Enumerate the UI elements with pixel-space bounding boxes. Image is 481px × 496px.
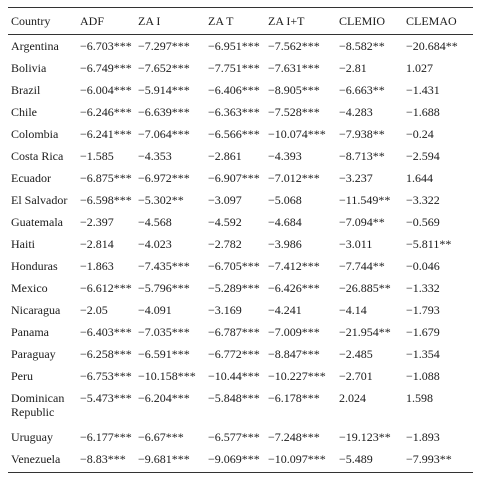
country-cell: Honduras bbox=[11, 259, 58, 273]
table-row bbox=[8, 123, 473, 145]
value-cell: −5.796*** bbox=[138, 281, 190, 295]
value-cell: −4.684 bbox=[268, 215, 302, 229]
value-cell: −1.893 bbox=[406, 430, 440, 444]
value-cell: −6.004*** bbox=[80, 83, 132, 97]
table-row bbox=[8, 189, 473, 211]
table-row bbox=[8, 426, 473, 448]
value-cell: −1.679 bbox=[406, 325, 440, 339]
value-cell: −7.012*** bbox=[268, 171, 320, 185]
table-row bbox=[8, 101, 473, 123]
value-cell: −7.297*** bbox=[138, 39, 190, 53]
table-body bbox=[8, 35, 473, 473]
country-cell: Panama bbox=[11, 325, 49, 339]
value-cell: −6.753*** bbox=[80, 369, 132, 383]
value-cell: −2.701 bbox=[339, 369, 373, 383]
table-row bbox=[8, 57, 473, 79]
column-header: ZA T bbox=[205, 8, 265, 35]
value-cell: −3.986 bbox=[268, 237, 302, 251]
country-cell: Uruguay bbox=[11, 430, 53, 444]
value-cell: −7.064*** bbox=[138, 127, 190, 141]
value-cell: −4.592 bbox=[208, 215, 242, 229]
table-row bbox=[8, 79, 473, 101]
value-cell: −7.751*** bbox=[208, 61, 260, 75]
value-cell: 1.027 bbox=[406, 61, 433, 75]
value-cell: −5.811** bbox=[406, 237, 452, 251]
value-cell: −2.397 bbox=[80, 215, 114, 229]
country-cell: Mexico bbox=[11, 281, 48, 295]
value-cell: −3.237 bbox=[339, 171, 373, 185]
value-cell: −7.248*** bbox=[268, 430, 320, 444]
value-cell: −6.972*** bbox=[138, 171, 190, 185]
value-cell: −7.744** bbox=[339, 259, 385, 273]
value-cell: −20.684** bbox=[406, 39, 458, 53]
country-cell: Venezuela bbox=[8, 448, 77, 473]
country-cell: El Salvador bbox=[11, 193, 68, 207]
table-header bbox=[8, 8, 473, 35]
value-cell: −7.631*** bbox=[268, 61, 320, 75]
value-cell: −0.569 bbox=[406, 215, 440, 229]
country-cell: Chile bbox=[11, 105, 37, 119]
column-header: ZA I bbox=[135, 8, 205, 35]
value-cell: −7.993** bbox=[403, 448, 473, 473]
country-cell: Nicaragua bbox=[11, 303, 61, 317]
value-cell: −8.713** bbox=[339, 149, 385, 163]
value-cell: −6.241*** bbox=[80, 127, 132, 141]
country-cell: Bolivia bbox=[11, 61, 47, 75]
value-cell: −7.094** bbox=[339, 215, 385, 229]
value-cell: −6.406*** bbox=[208, 83, 260, 97]
value-cell: 1.644 bbox=[406, 171, 433, 185]
value-cell: −5.068 bbox=[268, 193, 302, 207]
value-cell: −6.177*** bbox=[80, 430, 132, 444]
value-cell: 2.024 bbox=[339, 391, 366, 405]
value-cell: −3.097 bbox=[208, 193, 242, 207]
value-cell: −3.011 bbox=[339, 237, 373, 251]
country-cell: Dominican Republic bbox=[11, 391, 65, 419]
value-cell: −7.035*** bbox=[138, 325, 190, 339]
value-cell: −6.363*** bbox=[208, 105, 260, 119]
value-cell: −1.793 bbox=[406, 303, 440, 317]
table-row bbox=[8, 167, 473, 189]
value-cell: −4.283 bbox=[339, 105, 373, 119]
value-cell: −5.302** bbox=[138, 193, 184, 207]
table-row bbox=[8, 387, 473, 426]
value-cell: −7.412*** bbox=[268, 259, 320, 273]
value-cell: −2.861 bbox=[208, 149, 242, 163]
table-row bbox=[8, 448, 473, 473]
value-cell: −6.577*** bbox=[208, 430, 260, 444]
value-cell: −0.046 bbox=[406, 259, 440, 273]
header-row bbox=[8, 8, 473, 35]
country-cell: Peru bbox=[11, 369, 33, 383]
value-cell: −10.097*** bbox=[265, 448, 336, 473]
value-cell: −4.091 bbox=[138, 303, 172, 317]
value-cell: −5.848*** bbox=[208, 391, 260, 405]
value-cell: −2.485 bbox=[339, 347, 373, 361]
unit-root-test-table bbox=[8, 7, 473, 473]
value-cell: −6.703*** bbox=[80, 39, 132, 53]
value-cell: −6.258*** bbox=[80, 347, 132, 361]
value-cell: −0.24 bbox=[406, 127, 434, 141]
value-cell: −8.83*** bbox=[77, 448, 135, 473]
value-cell: −6.598*** bbox=[80, 193, 132, 207]
value-cell: −1.354 bbox=[406, 347, 440, 361]
value-cell: −26.885** bbox=[339, 281, 391, 295]
value-cell: −8.847*** bbox=[268, 347, 320, 361]
value-cell: −6.772*** bbox=[208, 347, 260, 361]
value-cell: −9.681*** bbox=[135, 448, 205, 473]
country-cell: Costa Rica bbox=[11, 149, 64, 163]
value-cell: −10.158*** bbox=[138, 369, 196, 383]
value-cell: −5.489 bbox=[336, 448, 403, 473]
value-cell: −5.473*** bbox=[80, 391, 132, 405]
value-cell: −6.67*** bbox=[138, 430, 184, 444]
value-cell: −6.663** bbox=[339, 83, 385, 97]
value-cell: −6.951*** bbox=[208, 39, 260, 53]
value-cell: −11.549** bbox=[339, 193, 391, 207]
value-cell: −4.14 bbox=[339, 303, 367, 317]
value-cell: −2.814 bbox=[80, 237, 114, 251]
table-row bbox=[8, 145, 473, 167]
value-cell: −3.322 bbox=[406, 193, 440, 207]
value-cell: −19.123** bbox=[339, 430, 391, 444]
value-cell: −4.568 bbox=[138, 215, 172, 229]
value-cell: −6.204*** bbox=[138, 391, 190, 405]
table-row bbox=[8, 255, 473, 277]
value-cell: −6.705*** bbox=[208, 259, 260, 273]
value-cell: −6.612*** bbox=[80, 281, 132, 295]
value-cell: −1.585 bbox=[80, 149, 114, 163]
value-cell: −6.426*** bbox=[268, 281, 320, 295]
table-row bbox=[8, 321, 473, 343]
value-cell: −7.435*** bbox=[138, 259, 190, 273]
value-cell: −5.914*** bbox=[138, 83, 190, 97]
value-cell: −6.639*** bbox=[138, 105, 190, 119]
value-cell: 1.598 bbox=[406, 391, 433, 405]
country-cell: Haiti bbox=[11, 237, 35, 251]
value-cell: −7.009*** bbox=[268, 325, 320, 339]
table-row bbox=[8, 35, 473, 58]
value-cell: −9.069*** bbox=[205, 448, 265, 473]
value-cell: −1.332 bbox=[406, 281, 440, 295]
value-cell: −1.688 bbox=[406, 105, 440, 119]
value-cell: −1.431 bbox=[406, 83, 440, 97]
value-cell: −8.582** bbox=[339, 39, 385, 53]
value-cell: −6.875*** bbox=[80, 171, 132, 185]
country-cell: Guatemala bbox=[11, 215, 63, 229]
table-row bbox=[8, 365, 473, 387]
column-header: ADF bbox=[77, 8, 135, 35]
value-cell: −7.562*** bbox=[268, 39, 320, 53]
value-cell: −2.81 bbox=[339, 61, 367, 75]
value-cell: −6.787*** bbox=[208, 325, 260, 339]
value-cell: −4.023 bbox=[138, 237, 172, 251]
value-cell: −6.566*** bbox=[208, 127, 260, 141]
country-cell: Argentina bbox=[11, 39, 59, 53]
value-cell: −10.074*** bbox=[268, 127, 326, 141]
value-cell: −3.169 bbox=[208, 303, 242, 317]
value-cell: −4.241 bbox=[268, 303, 302, 317]
value-cell: −6.178*** bbox=[268, 391, 320, 405]
value-cell: −4.393 bbox=[268, 149, 302, 163]
table-row bbox=[8, 277, 473, 299]
value-cell: −6.246*** bbox=[80, 105, 132, 119]
value-cell: −21.954** bbox=[339, 325, 391, 339]
country-cell: Paraguay bbox=[11, 347, 56, 361]
value-cell: −2.05 bbox=[80, 303, 108, 317]
value-cell: −4.353 bbox=[138, 149, 172, 163]
value-cell: −2.782 bbox=[208, 237, 242, 251]
country-cell: Colombia bbox=[11, 127, 59, 141]
value-cell: −5.289*** bbox=[208, 281, 260, 295]
column-header: ZA I+T bbox=[265, 8, 336, 35]
value-cell: −2.594 bbox=[406, 149, 440, 163]
value-cell: −1.863 bbox=[80, 259, 114, 273]
value-cell: −6.749*** bbox=[80, 61, 132, 75]
column-header: CLEMIO bbox=[336, 8, 403, 35]
value-cell: −6.907*** bbox=[208, 171, 260, 185]
value-cell: −6.403*** bbox=[80, 325, 132, 339]
table-row bbox=[8, 233, 473, 255]
value-cell: −10.44*** bbox=[208, 369, 260, 383]
column-header: Country bbox=[8, 8, 77, 35]
value-cell: −6.591*** bbox=[138, 347, 190, 361]
country-cell: Brazil bbox=[11, 83, 41, 97]
table-row bbox=[8, 343, 473, 365]
value-cell: −8.905*** bbox=[268, 83, 320, 97]
column-header: CLEMAO bbox=[403, 8, 473, 35]
value-cell: −7.652*** bbox=[138, 61, 190, 75]
value-cell: −1.088 bbox=[406, 369, 440, 383]
value-cell: −7.938** bbox=[339, 127, 385, 141]
value-cell: −10.227*** bbox=[268, 369, 326, 383]
value-cell: −7.528*** bbox=[268, 105, 320, 119]
country-cell: Ecuador bbox=[11, 171, 51, 185]
table-row bbox=[8, 299, 473, 321]
table-row bbox=[8, 211, 473, 233]
